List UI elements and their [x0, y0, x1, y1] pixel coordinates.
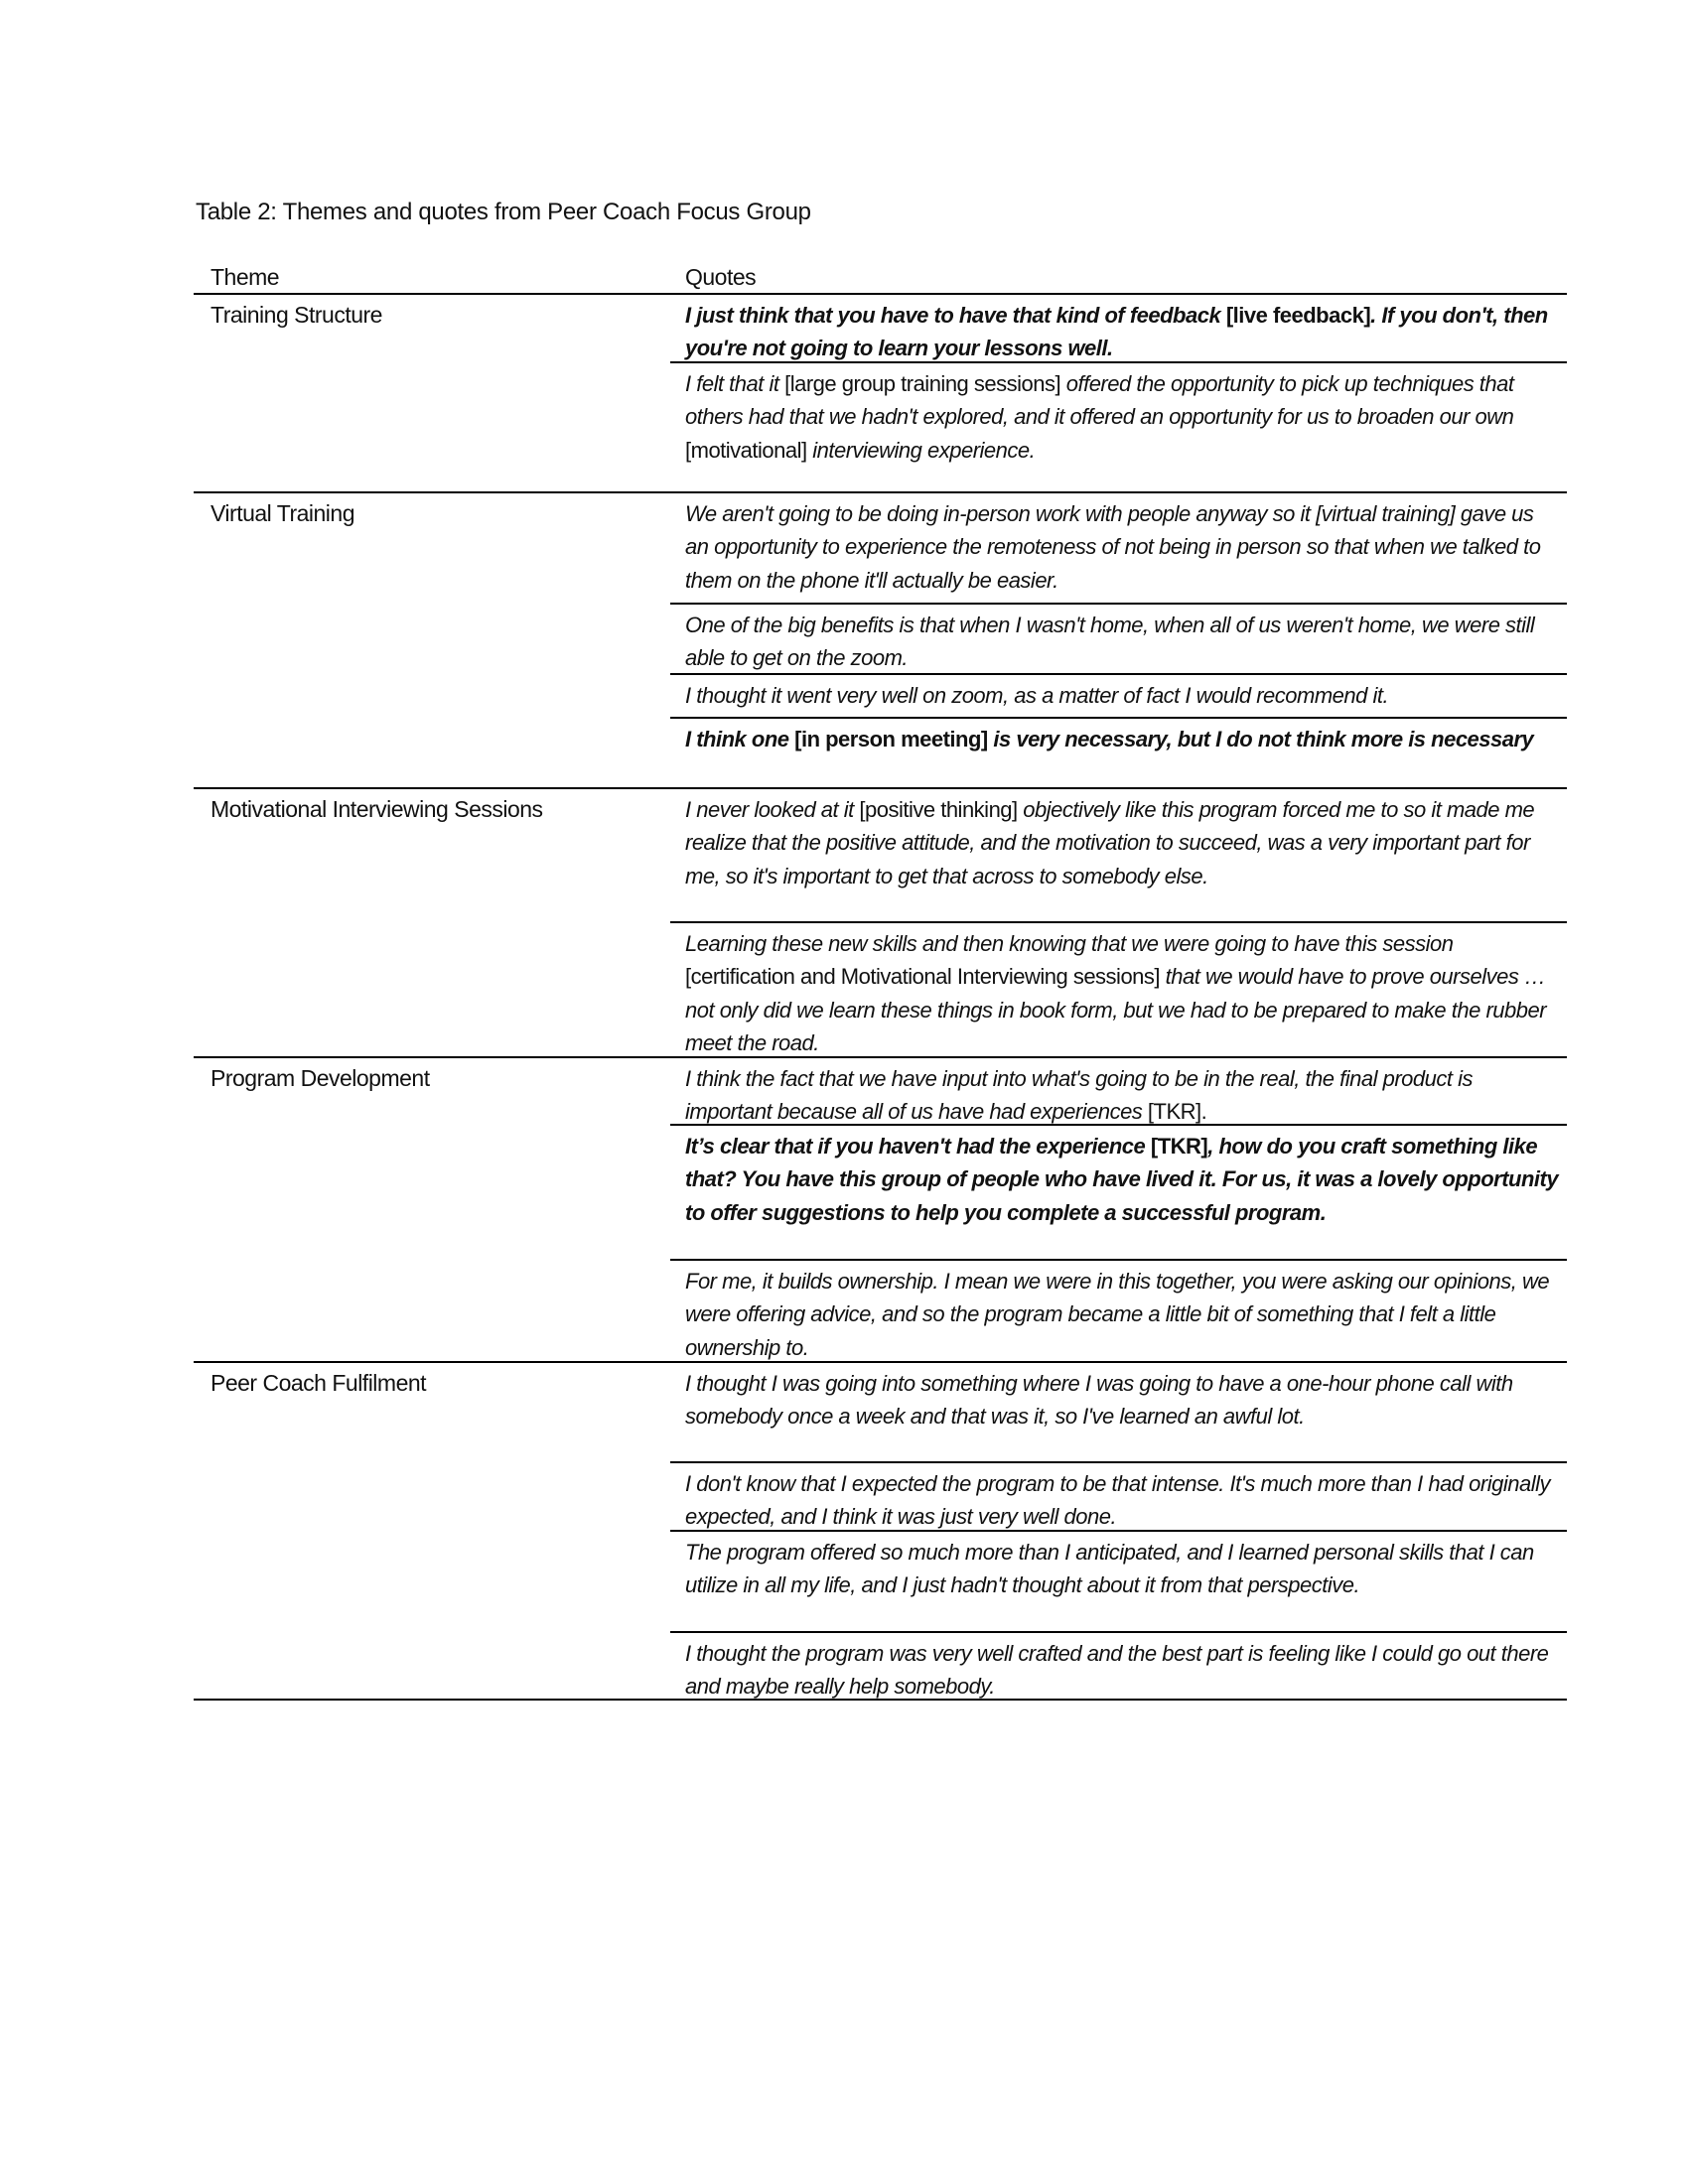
- quote: [670, 789, 1567, 923]
- quotes-cell: [670, 493, 1567, 787]
- quote-segment: I thought it went very well on zoom, as a matter of fact I would recommend it.: [685, 683, 1389, 708]
- quote-segment: [live feedback]: [1225, 303, 1371, 328]
- quote-segment: objectively like this program forced me to so it made me realize that the positive attitude, and the motivation to succeed, was a very important part for me, so it's important to get that across to somebody else.: [685, 797, 1535, 888]
- quote-segment: I don't know that I expected the program to be that intense. It's much more than I had originally expected, and I think it was just very well done.: [685, 1471, 1550, 1530]
- quote-segment: that we would have to prove ourselves … not only did we learn these things in book form, but we had to be prepared to make the rubber meet the road.: [685, 964, 1547, 1056]
- quote: [670, 1126, 1567, 1261]
- quote-segment: The program offered so much more than I anticipated, and I learned personal skills that I can utilize in all my life, and I just hadn't thought about it from that perspective.: [685, 1540, 1534, 1598]
- quote-segment: I never looked at it: [685, 797, 860, 822]
- quote-segment: [positive thinking]: [859, 797, 1024, 822]
- quote: [670, 1633, 1567, 1699]
- quote-segment: I thought I was going into something where I was going to have a one-hour phone call with somebody once a week and that was it, so I've learned an awful lot.: [685, 1371, 1513, 1430]
- quote-segment: One of the big benefits is that when I wasn't home, when all of us weren't home, we were still able to get on the zoom.: [685, 613, 1535, 671]
- quote-segment: It’s clear that if you haven't had the experience: [685, 1134, 1151, 1159]
- quote-segment: . If you don't, then you're not going to learn your lessons well.: [685, 303, 1548, 361]
- quote-segment: is very necessary, but I do not think more is necessary: [993, 727, 1534, 751]
- header-quotes: Quotes: [685, 264, 757, 290]
- table-body: [194, 295, 1567, 1701]
- quote-segment: I just think that you have to have that kind of feedback: [685, 303, 1226, 328]
- quote-segment: I thought the program was very well crafted and the best part is feeling like I could go out there and maybe really help somebody.: [685, 1641, 1549, 1699]
- table-row: [194, 295, 1567, 493]
- table-caption: Table 2: Themes and quotes from Peer Coach Focus Group: [196, 199, 811, 225]
- quote-segment: I think the fact that we have input into what's going to be in the real, the final product is important because all of us have had experiences: [685, 1066, 1473, 1125]
- quote: [670, 1058, 1567, 1126]
- quote-segment: [TKR]: [1150, 1134, 1208, 1159]
- theme-cell: Program Development: [211, 1065, 430, 1091]
- theme-cell: Motivational Interviewing Sessions: [211, 796, 543, 822]
- quote: [670, 1261, 1567, 1361]
- quote: [670, 923, 1567, 1056]
- table-row: [194, 493, 1567, 789]
- theme-cell: Peer Coach Fulfilment: [211, 1370, 427, 1396]
- quotes-cell: [670, 295, 1567, 491]
- quote: [670, 1463, 1567, 1532]
- quote-segment: We aren't going to be doing in-person work with people anyway so it [virtual training] gave us an opportunity to experience the remoteness of not being in person so that when we talked to them on the phone it'll actually be easier.: [685, 501, 1541, 593]
- quote: [670, 363, 1567, 491]
- quote: [670, 295, 1567, 363]
- table-header-row: [194, 260, 1567, 295]
- table-row: [194, 1058, 1567, 1363]
- quote-segment: [certification and Motivational Interviewing sessions]: [685, 964, 1166, 990]
- quote: [670, 1363, 1567, 1463]
- quote-segment: [TKR].: [1147, 1099, 1207, 1125]
- quote-segment: [motivational]: [685, 437, 813, 463]
- quote-segment: , how do you craft something like that? You have this group of people who have lived it. For us, it was a lovely opportunity to offer suggestions to help you complete a successful program.: [685, 1134, 1559, 1225]
- quote: [670, 1532, 1567, 1633]
- quote: [670, 719, 1567, 787]
- quote-segment: I felt that it: [685, 371, 785, 396]
- quote: [670, 675, 1567, 719]
- quote: [670, 605, 1567, 675]
- table-row: [194, 789, 1567, 1058]
- table-row: [194, 1363, 1567, 1701]
- header-theme: Theme: [211, 264, 280, 290]
- quotes-cell: [670, 789, 1567, 1056]
- quote-segment: offered the opportunity to pick up techniques that others had that we hadn't explored, and it offered an opportunity for us to broaden our own: [685, 371, 1514, 430]
- quote-segment: interviewing experience.: [812, 437, 1036, 463]
- theme-cell: Virtual Training: [211, 500, 354, 526]
- theme-cell: Training Structure: [211, 302, 382, 328]
- quote-segment: [in person meeting]: [794, 727, 994, 751]
- quotes-cell: [670, 1363, 1567, 1699]
- quotes-cell: [670, 1058, 1567, 1361]
- themes-quotes-table: [194, 260, 1567, 1701]
- quote-segment: Learning these new skills and then knowing that we were going to have this session: [685, 931, 1454, 956]
- quote-segment: [large group training sessions]: [784, 371, 1066, 396]
- quote-segment: For me, it builds ownership. I mean we were in this together, you were asking our opinions, we were offering advice, and so the program became a little bit of something that I felt a little ownership to.: [685, 1269, 1550, 1360]
- quote: [670, 493, 1567, 605]
- quote-segment: I think one: [685, 727, 795, 751]
